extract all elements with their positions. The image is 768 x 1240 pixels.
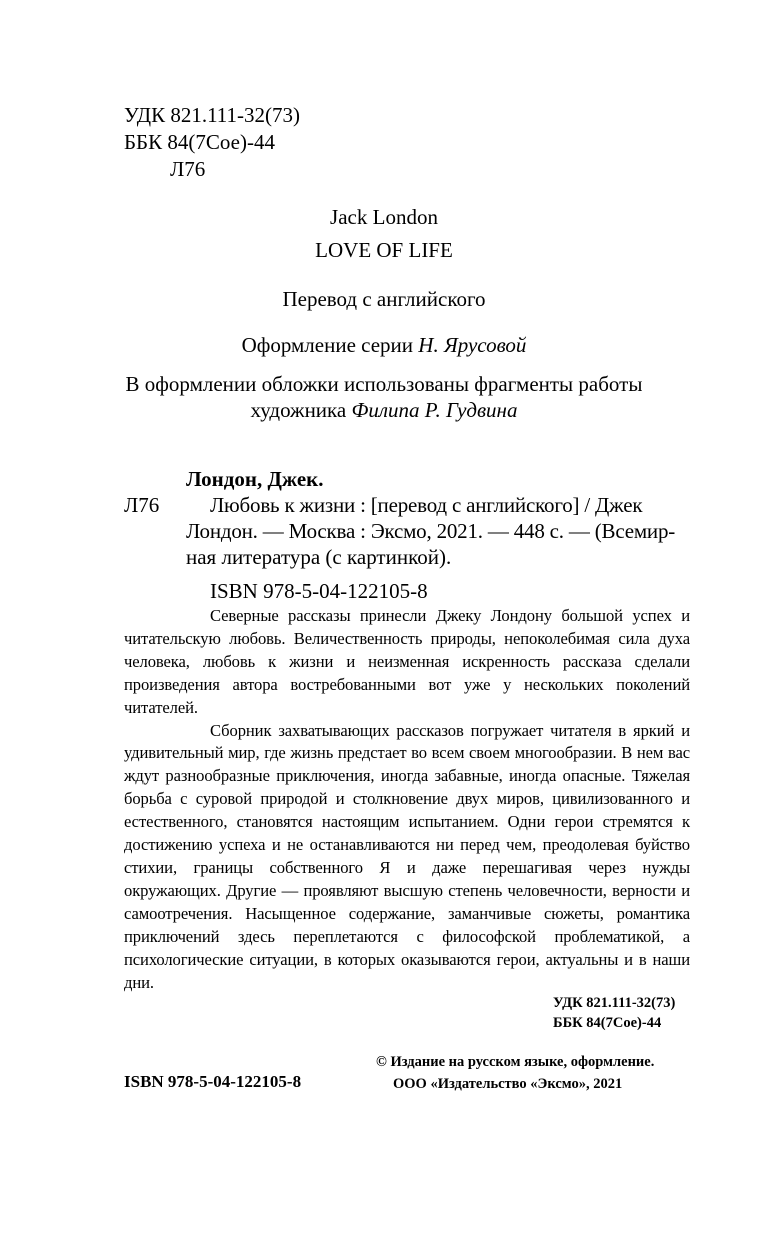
series-design-note <box>0 330 768 360</box>
annotation-paragraph: Сборник захватывающих рассказов погружает читателя в яркий и удивительный мир, где жизнь предстает во всем своем многообразии. В нем вас ждут разнообразные приключения, иногда забавные, иногда опасные. Тяжелая борьба с суровой природой и столкновение двух миров, цивилизованного и естественного, становятся настоящим испытанием. Одни герои стремятся к достижению успеха и не останавливаются ни перед чем, преодолевая буйство стихии, границы собственного Я и даже перешагивая через нужды окружающих. Другие — проявляют высшую степень человечности, верности и самоотречения. Насыщенное содержание, заманчивые сюжеты, романтика приключений здесь переплетаются с философской проблематикой, а психологические ситуации, в которых оказываются герои, актуальны и в наши дни. <box>124 720 690 992</box>
footer-udk-code: УДК 821.111-32(73) <box>553 995 676 1011</box>
catalog-entry-line3: ная литература (с картинкой). <box>186 545 452 569</box>
udk-code: УДК 821.111-32(73) <box>124 103 300 127</box>
annotation <box>124 605 690 994</box>
catalog-entry-line1: Любовь к жизни : [перевод с английского] / Джек <box>210 493 643 517</box>
cover-note-line1: В оформлении обложки использованы фрагменты работы <box>125 372 643 396</box>
catalog-heading: Лондон, Джек. <box>186 467 324 491</box>
copyright-line1: © Издание на русском языке, оформление. <box>376 1054 655 1070</box>
copyright-line2: ООО «Издательство «Эксмо», 2021 <box>393 1076 623 1092</box>
original-author: Jack London <box>330 205 438 229</box>
copyright-isbn: ISBN 978-5-04-122105-8 <box>124 1072 302 1091</box>
original-title: LOVE OF LIFE <box>315 238 453 262</box>
cover-artist-name: Филипа Р. Гудвина <box>351 398 518 422</box>
catalog-mark: Л76 <box>124 493 160 517</box>
catalog-isbn: ISBN 978-5-04-122105-8 <box>210 579 428 603</box>
author-mark: Л76 <box>170 157 206 181</box>
annotation-paragraph: Северные рассказы принесли Джеку Лондону большой успех и читательскую любовь. Величественность природы, непоколебимая сила духа человека, любовь к жизни и неизменная искренность рассказа сделали произведения автора востребованными вот уже у нескольких поколений читателей. <box>124 606 690 717</box>
cover-note-prefix: художника <box>250 398 352 422</box>
cover-note-line2 <box>0 395 768 425</box>
catalog-entry-line2: Лондон. — Москва : Эксмо, 2021. — 448 с. — (Всемир- <box>186 519 676 543</box>
series-design-label: Оформление серии <box>241 333 419 357</box>
series-designer-name: Н. Ярусовой <box>418 333 527 357</box>
translation-note: Перевод с английского <box>282 287 486 311</box>
bbk-code: ББК 84(7Сое)-44 <box>124 130 275 154</box>
footer-bbk-code: ББК 84(7Сое)-44 <box>553 1015 662 1031</box>
